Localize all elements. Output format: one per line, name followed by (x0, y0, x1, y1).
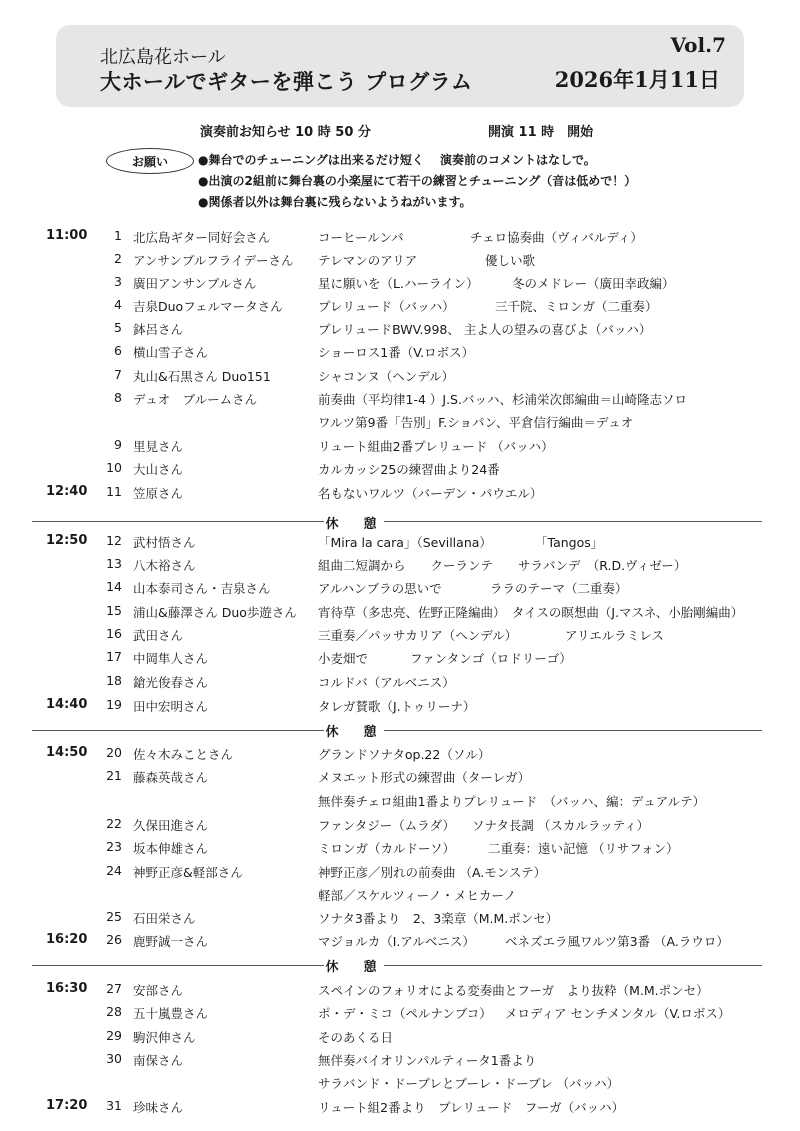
program-row (0, 649, 800, 672)
program-row (0, 297, 800, 320)
piece-title-secondary: チェロ協奏曲（ヴィバルディ） (470, 230, 643, 245)
slot-time: 16:30 (46, 981, 88, 996)
slot-time: 17:20 (46, 1098, 88, 1113)
performance-number: 14 (106, 579, 122, 594)
piece-title: そのあくる日 (318, 1030, 394, 1045)
program-row (0, 839, 800, 862)
program-row (0, 228, 800, 251)
break-label: 休 憩 (324, 956, 384, 975)
piece-title: 無伴奏バイオリンパルティータ1番より (318, 1053, 537, 1068)
performer-name: 駒沢伸さん (133, 1030, 196, 1045)
program-row (0, 768, 800, 791)
performer-name: 大山さん (133, 462, 184, 477)
volume-number: Vol.7 (670, 33, 726, 57)
performance-number: 26 (106, 932, 122, 947)
program-row (0, 556, 800, 579)
slot-time: 12:40 (46, 484, 88, 499)
program-row (0, 320, 800, 343)
performance-number: 29 (106, 1028, 122, 1043)
program-row (0, 886, 800, 909)
performer-name: 中岡隼人さん (133, 651, 209, 666)
piece-title: シャコンヌ（ヘンデル） (318, 369, 455, 384)
slot-time: 16:20 (46, 932, 88, 947)
performance-number: 13 (106, 556, 122, 571)
piece-title: 無伴奏チェロ組曲1番よりプレリュード （バッハ、編：デュアルテ） (318, 794, 706, 809)
rule-line-2: ●出演の2組前に舞台裏の小楽屋にて若干の練習とチューニング（音は低めで！） (198, 174, 637, 188)
page-title: 大ホールでギターを弾こう プログラム (100, 69, 473, 94)
performance-number: 15 (106, 603, 122, 618)
rule-line-3: ●関係者以外は舞台裏に残らないようねがいます。 (198, 195, 472, 209)
performance-number: 30 (106, 1051, 122, 1066)
performer-name: 久保田進さん (133, 818, 209, 833)
program-row (0, 413, 800, 436)
program-row (0, 1074, 800, 1097)
piece-title: カルカッシ25の練習曲より24番 (318, 462, 500, 477)
piece-title: プレリュード（バッハ） (318, 299, 455, 314)
request-badge: お願い (106, 148, 194, 174)
performance-number: 1 (114, 228, 122, 243)
slot-time: 14:40 (46, 697, 88, 712)
piece-title-secondary: ソナタ長調 （スカルラッティ） (472, 818, 650, 833)
piece-title: 軽部／スケルツィーノ・メヒカーノ (318, 888, 517, 903)
piece-title: グランドソナタop.22（ソル） (318, 747, 491, 762)
piece-title-secondary: アリエルラミレス (565, 628, 664, 643)
performer-name: 浦山&藤澤さん Duo歩遊さん (133, 605, 297, 620)
performer-name: 安部さん (133, 983, 184, 998)
program-row (0, 603, 800, 626)
program-row (0, 1004, 800, 1027)
piece-title: ショーロス1番（V.ロボス） (318, 345, 475, 360)
piece-title: テレマンのアリア (318, 253, 418, 268)
performer-name: 八木裕さん (133, 558, 196, 573)
program-row (0, 274, 800, 297)
start-time: 開演 11 時 開始 (488, 125, 594, 140)
performance-number: 27 (106, 981, 122, 996)
performance-number: 12 (106, 533, 122, 548)
program-row (0, 579, 800, 602)
performance-number: 3 (114, 274, 122, 289)
piece-title-secondary: ララのテーマ（二重奏） (490, 581, 628, 596)
piece-title: ポ・デ・ミコ（ペルナンブコ） (318, 1006, 492, 1021)
program-row (0, 1051, 800, 1074)
performance-number: 18 (106, 673, 122, 688)
performance-number: 10 (106, 460, 122, 475)
performance-number: 8 (114, 390, 122, 405)
performance-number: 19 (106, 697, 122, 712)
performer-name: 里見さん (133, 439, 184, 454)
program-row (0, 484, 800, 507)
program-row (0, 745, 800, 768)
piece-title-secondary: ファンタンゴ（ロドリーゴ） (410, 651, 572, 666)
program-row (0, 1028, 800, 1051)
performance-number: 25 (106, 909, 122, 924)
performer-name: 山本泰司さん・吉泉さん (133, 581, 271, 596)
performance-number: 20 (106, 745, 122, 760)
program-row (0, 792, 800, 815)
program-row (0, 863, 800, 886)
piece-title: ファンタジー（ムラダ） (318, 818, 456, 833)
piece-title: 神野正彦／別れの前奏曲 （A.モンステ） (318, 865, 547, 880)
program-row (0, 932, 800, 955)
performer-name: デュオ ブルームさん (133, 392, 258, 407)
piece-title-secondary: 「Tangos」 (535, 535, 604, 550)
piece-title-secondary: ベネズエラ風ワルツ第3番 （A.ラウロ） (505, 934, 729, 949)
performer-name: 武村悟さん (133, 535, 196, 550)
piece-title: 星に願いを（L.ハーライン） (318, 276, 479, 291)
piece-title: 三重奏／パッサカリア（ヘンデル） (318, 628, 518, 643)
slot-time: 11:00 (46, 228, 88, 243)
performance-number: 11 (106, 484, 122, 499)
slot-time: 14:50 (46, 745, 88, 760)
program-row (0, 390, 800, 413)
piece-title: 組曲二短調から クーランテ サラバンデ （R.D.ヴィゼー） (318, 558, 687, 573)
piece-title: 宵待草（多忠亮、佐野正隆編曲） タイスの瞑想曲（J.マスネ、小胎剛編曲） (318, 605, 744, 620)
break-label: 休 憩 (324, 513, 384, 532)
piece-title: 小麦畑で (318, 651, 369, 666)
program-row (0, 367, 800, 390)
piece-title: サラバンド・ドーブレとブーレ・ドーブレ （バッハ） (318, 1076, 620, 1091)
performance-number: 4 (114, 297, 122, 312)
piece-title: コーヒールンバ (318, 230, 404, 245)
performance-number: 23 (106, 839, 122, 854)
performer-name: 廣田アンサンブルさん (133, 276, 257, 291)
break-divider (32, 965, 762, 966)
break-divider (32, 521, 762, 522)
piece-title: 前奏曲（平均律1-4 ）J.S.バッハ、杉浦栄次郎編曲＝山崎隆志ソロ (318, 392, 687, 407)
piece-title-secondary: 優しい歌 (485, 253, 536, 268)
performer-name: 丸山&石黒さん Duo151 (133, 369, 271, 384)
performance-number: 16 (106, 626, 122, 641)
event-date: 2026年1月11日 (554, 67, 720, 92)
performer-name: 北広島ギター同好会さん (133, 230, 271, 245)
program-row (0, 437, 800, 460)
announce-time: 演奏前お知らせ 10 時 50 分 (200, 125, 371, 140)
break-label: 休 憩 (324, 721, 384, 740)
performance-number: 2 (114, 251, 122, 266)
piece-title-secondary: 二重奏：遠い記憶 （リサフォン） (488, 841, 679, 856)
performance-number: 6 (114, 343, 122, 358)
performer-name: 鉢呂さん (133, 322, 184, 337)
piece-title: タレガ賛歌（J.トゥリーナ） (318, 699, 476, 714)
program-row (0, 1098, 800, 1121)
program-row (0, 816, 800, 839)
piece-title: コルドバ（アルベニス） (318, 675, 455, 690)
performer-name: 藤森英哉さん (133, 770, 209, 785)
piece-title: 「Mira la cara」（Sevillana） (318, 535, 492, 550)
program-row (0, 626, 800, 649)
break-divider (32, 730, 762, 731)
program-row (0, 533, 800, 556)
performer-name: 坂本伸雄さん (133, 841, 209, 856)
performance-number: 7 (114, 367, 122, 382)
piece-title-secondary: 冬のメドレー（廣田幸政編） (512, 276, 675, 291)
piece-title-secondary: メロディア センチメンタル（V.ロボス） (505, 1006, 731, 1021)
program-row (0, 343, 800, 366)
performance-number: 17 (106, 649, 122, 664)
program-row (0, 460, 800, 483)
piece-title: スペインのフォリオによる変奏曲とフーガ より抜粋（M.M.ポンセ） (318, 983, 709, 998)
piece-title: リュート組曲2番プレリュード （バッハ） (318, 439, 554, 454)
piece-title: リュート組2番より プレリュード フーガ（バッハ） (318, 1100, 625, 1115)
performance-number: 9 (114, 437, 122, 452)
program-row (0, 981, 800, 1004)
program-row (0, 673, 800, 696)
performance-number: 21 (106, 768, 122, 783)
performer-name: 佐々木みことさん (133, 747, 234, 762)
piece-title: メヌエット形式の練習曲（ターレガ） (318, 770, 531, 785)
rule-line-1: ●舞台でのチューニングは出来るだけ短く 演奏前のコメントはなしで。 (198, 153, 596, 167)
performer-name: 横山雪子さん (133, 345, 209, 360)
performer-name: 五十嵐豊さん (133, 1006, 209, 1021)
performer-name: 笠原さん (133, 486, 184, 501)
piece-title: プレリュードBWV.998、 主よ人の望みの喜びよ（バッハ） (318, 322, 652, 337)
performer-name: 田中宏明さん (133, 699, 209, 714)
performer-name: 珍味さん (133, 1100, 184, 1115)
performer-name: 南保さん (133, 1053, 184, 1068)
performer-name: 石田栄さん (133, 911, 196, 926)
performance-number: 31 (106, 1098, 122, 1113)
program-row (0, 697, 800, 720)
performer-name: 鹿野誠一さん (133, 934, 209, 949)
piece-title: ワルツ第9番「告別」F.ショパン、平倉信行編曲＝デュオ (318, 415, 634, 430)
performer-name: 鎗光俊春さん (133, 675, 209, 690)
performer-name: 武田さん (133, 628, 184, 643)
piece-title: ソナタ3番より 2、3楽章（M.M.ポンセ） (318, 911, 559, 926)
piece-title: ミロンガ（カルドーソ） (318, 841, 456, 856)
venue-name: 北広島花ホール (100, 47, 226, 68)
program-row (0, 251, 800, 274)
performer-name: 吉泉Duoフェルマータさん (133, 299, 283, 314)
performance-number: 28 (106, 1004, 122, 1019)
performance-number: 22 (106, 816, 122, 831)
piece-title: アルハンブラの思いで (318, 581, 442, 596)
program-row (0, 909, 800, 932)
performance-number: 24 (106, 863, 122, 878)
performance-number: 5 (114, 320, 122, 335)
piece-title: マジョルカ（I.アルベニス） (318, 934, 475, 949)
piece-title-secondary: 三千院、ミロンガ（二重奏） (495, 299, 658, 314)
performer-name: アンサンブルフライデーさん (133, 253, 294, 268)
performer-name: 神野正彦&軽部さん (133, 865, 243, 880)
slot-time: 12:50 (46, 533, 88, 548)
piece-title: 名もないワルツ（バーデン・パウエル） (318, 486, 543, 501)
